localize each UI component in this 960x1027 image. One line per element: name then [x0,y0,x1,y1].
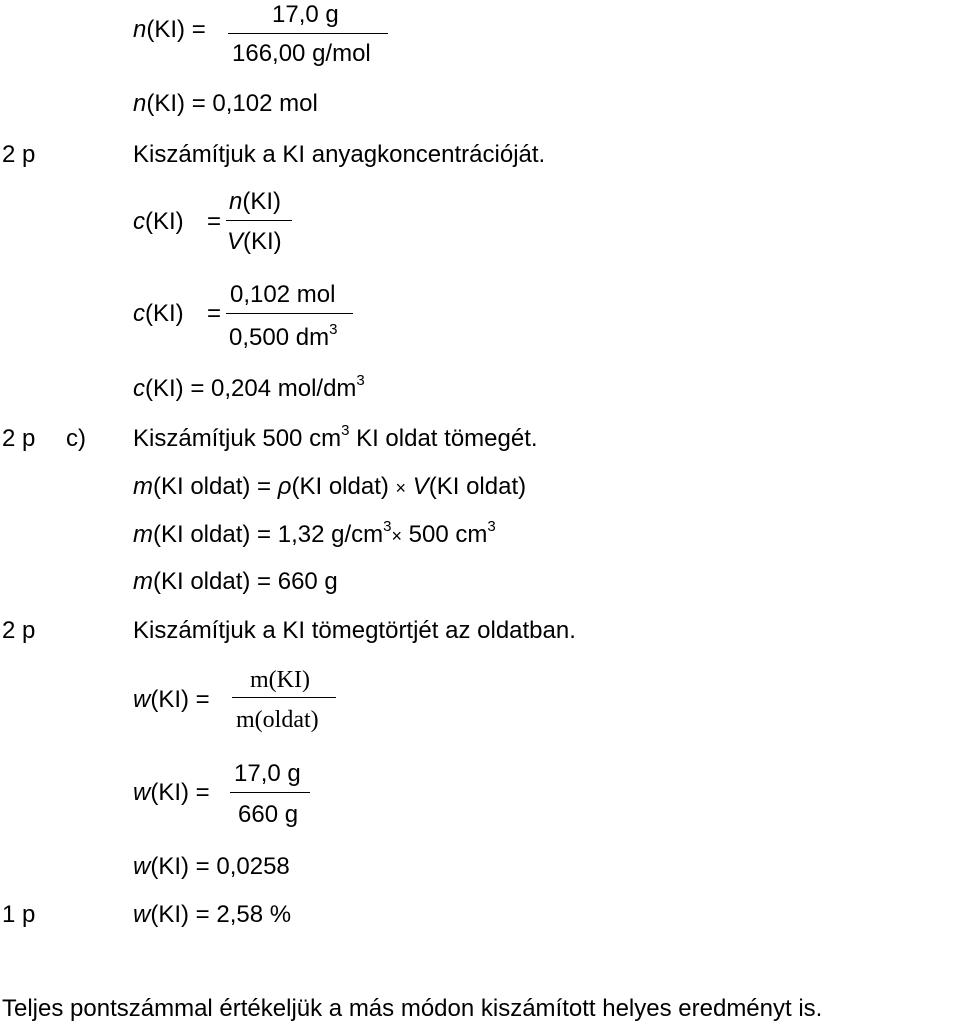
points-label: 1 p [2,901,36,928]
n-result: n(KI) = 0,102 mol [133,90,318,117]
points-label: 2 p [2,425,36,452]
fraction-numerator: 17,0 g [272,1,339,28]
step-text: Kiszámítjuk a KI tömegtörtjét az oldatban. [133,617,576,644]
fraction-bar [226,313,353,314]
w-ki-label: w(KI) = [133,686,210,713]
footer-note: Teljes pontszámmal értékeljük a más módon kiszámított helyes eredményt is. [2,995,823,1022]
w-percent-result: w(KI) = 2,58 % [133,901,292,928]
points-label: 2 p [2,617,36,644]
times-icon: × [395,478,407,498]
fraction-numerator: n(KI) [229,188,282,215]
equals-sign: = [207,208,222,235]
step-text: Kiszámítjuk a KI anyagkoncentrációját. [133,141,546,168]
times-icon: × [391,526,402,546]
c-ki-label: c(KI) [133,208,184,235]
fraction-denominator: 0,500 $dm^3$ [229,321,338,351]
part-label: c) [66,425,86,452]
c-ki-label: c(KI) [133,300,184,327]
fraction-numerator: m(KI) [250,667,310,693]
mass-substitution: m(KI oldat) = 1,32 $g/cm^3\times 500$ $cm^3$ [133,518,496,548]
fraction-denominator: 166,00 g/mol [232,40,371,67]
fraction-bar [230,792,310,793]
equals-sign: = [207,300,222,327]
fraction-bar [228,33,388,34]
fraction-bar [226,220,292,221]
step-text: Kiszámítjuk 500 $cm^3$ KI oldat tömegét. [133,422,538,452]
fraction-denominator: V(KI) [227,228,282,255]
fraction-bar [232,697,336,698]
w-result: w(KI) = 0,0258 [133,853,290,880]
fraction-denominator: m(oldat) [236,707,319,733]
fraction-denominator: 660 g [238,801,299,828]
mass-result: m(KI oldat) = 660 g [133,568,338,595]
fraction-numerator: 17,0 g [234,760,301,787]
n-ki-label: n(KI) = [133,16,206,43]
mass-equation: m(KI oldat) = ρ(KI oldat) × V(KI oldat) [133,473,527,500]
points-label: 2 p [2,141,36,168]
fraction-numerator: 0,102 mol [230,281,336,308]
w-ki-label: w(KI) = [133,779,210,806]
c-result: c(KI) = 0,204 mol/$dm^3$ [133,372,365,402]
